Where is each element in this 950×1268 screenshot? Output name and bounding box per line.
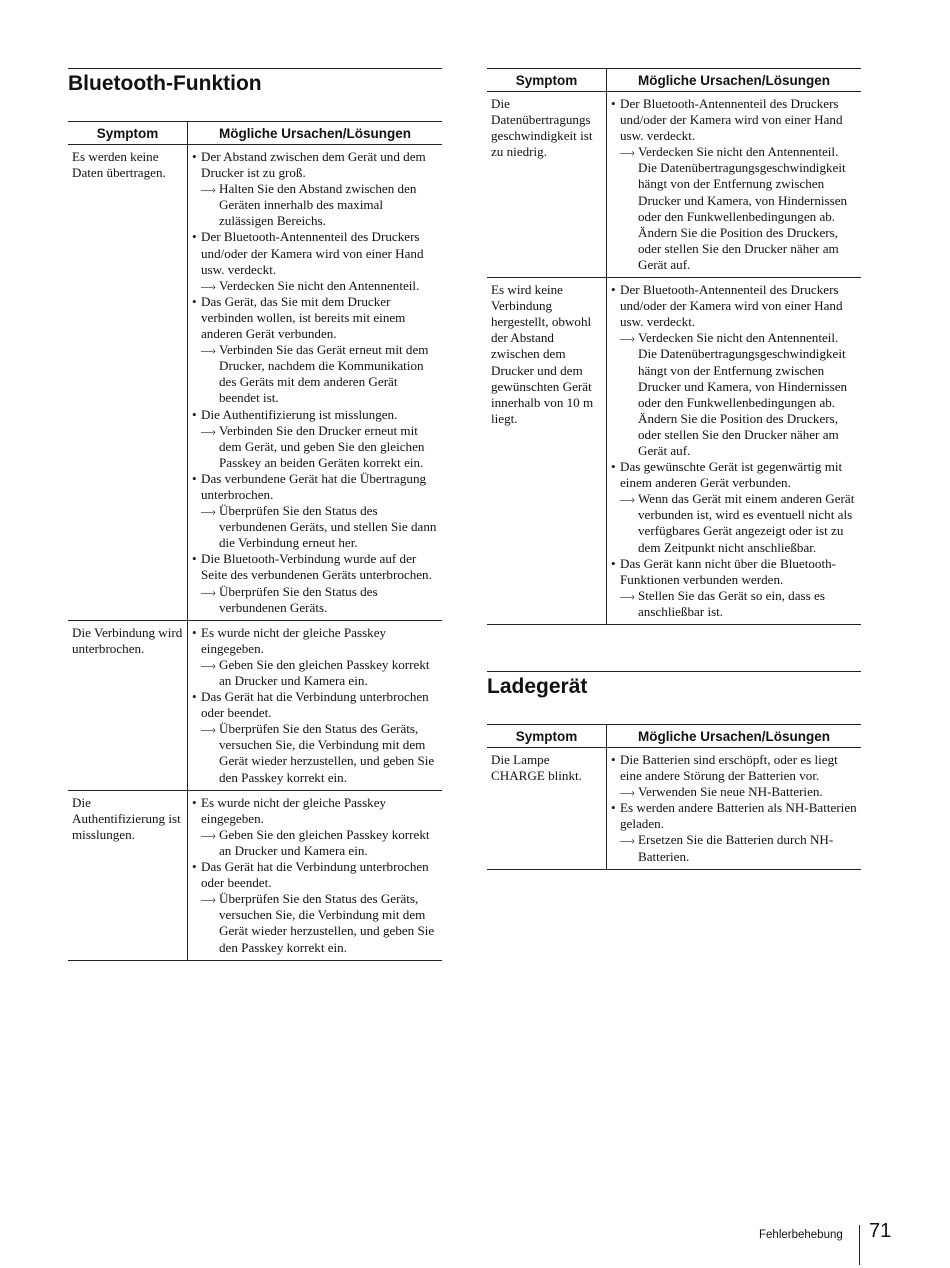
causes-cell — [188, 620, 443, 790]
remedy-text: Stellen Sie das Gerät so ein, dass es anschließbar ist. — [638, 587, 825, 619]
symptom-cell: Die Verbindung wird unterbrochen. — [68, 620, 188, 790]
column-header-symptom: Symptom — [487, 725, 607, 748]
cause-text: Das Gerät, das Sie mit dem Drucker verbinden wollen, ist bereits mit einem anderen Gerät verbunden. — [201, 293, 406, 342]
arrow-right-icon: —› — [201, 657, 215, 672]
remedy-text: Verdecken Sie nicht den Antennenteil. Die Datenübertragungsgeschwindigkeit hängt von der Entfernung zwischen Drucker und Kamera, von Hindernissen oder den Funkwellenbedingungen ab. Ändern Sie die Position des Druckers, oder stellen Sie den Drucker näher am Gerät auf. — [638, 144, 848, 272]
cause-item — [611, 800, 859, 832]
cause-text: Der Bluetooth-Antennenteil des Druckers und/oder der Kamera wird von einer Hand usw. verdeckt. — [620, 96, 843, 144]
cause-item — [192, 689, 440, 721]
section-title-charger: Ladegerät — [487, 671, 861, 700]
arrow-right-icon: —› — [620, 492, 634, 507]
remedy-item — [192, 891, 440, 955]
arrow-right-icon: —› — [201, 504, 215, 519]
arrow-right-icon: —› — [201, 892, 215, 907]
remedy-item — [611, 491, 859, 555]
remedy-item — [611, 588, 859, 620]
column-header-symptom: Symptom — [487, 69, 607, 92]
cause-item — [192, 229, 440, 277]
remedy-text: Wenn das Gerät mit einem anderen Gerät verbunden ist, wird es eventuell nicht als verfügbares Gerät angezeigt oder ist zu dem Zeitpunkt nicht anschließbar. — [638, 491, 855, 555]
table-row — [487, 748, 861, 870]
cause-item — [192, 471, 440, 503]
cause-item — [192, 551, 440, 583]
bullet-icon: • — [611, 96, 616, 111]
remedy-text: Überprüfen Sie den Status des verbundenen Geräts. — [219, 583, 378, 615]
cause-text: Die Bluetooth-Verbindung wurde auf der Seite des verbundenen Geräts unterbrochen. — [201, 551, 432, 583]
cause-item — [611, 459, 859, 491]
symptom-cell: Es werden keine Daten übertragen. — [68, 145, 188, 621]
cause-text: Der Bluetooth-Antennenteil des Druckers und/oder der Kamera wird von einer Hand usw. verdeckt. — [201, 229, 424, 277]
bullet-icon: • — [611, 800, 616, 816]
remedy-text: Ersetzen Sie die Batterien durch NH-Batterien. — [638, 832, 834, 864]
footer-divider — [859, 1225, 860, 1265]
arrow-right-icon: —› — [201, 278, 215, 293]
cause-text: Der Bluetooth-Antennenteil des Druckers und/oder der Kamera wird von einer Hand usw. verdeckt. — [620, 282, 843, 330]
remedy-text: Überprüfen Sie den Status des Geräts, versuchen Sie, die Verbindung mit dem Gerät wieder herzustellen, und geben Sie den Passkey korrekt ein. — [219, 721, 435, 785]
causes-cell — [188, 145, 443, 621]
remedy-item — [611, 784, 859, 800]
cause-item — [611, 752, 859, 784]
bullet-icon: • — [192, 149, 197, 164]
remedy-item — [611, 330, 859, 459]
arrow-right-icon: —› — [201, 423, 215, 438]
table-row — [68, 620, 442, 790]
cause-item — [611, 282, 859, 330]
symptom-cell: Die Datenübertragungs geschwindigkeit ist zu niedrig. — [487, 92, 607, 278]
remedy-text: Halten Sie den Abstand zwischen den Geräten innerhalb des maximal zulässigen Bereichs. — [219, 181, 417, 229]
remedy-item — [611, 832, 859, 864]
left-column — [68, 68, 442, 961]
remedy-text: Überprüfen Sie den Status des verbundenen Geräts, und stellen Sie dann die Verbindung erneut her. — [219, 503, 437, 551]
symptom-cell: Es wird keine Verbindung hergestellt, obwohl der Abstand zwischen dem Drucker und dem gewünschten Gerät innerhalb von 10 m liegt. — [487, 278, 607, 625]
bullet-icon: • — [192, 689, 197, 705]
remedy-text: Verbinden Sie den Drucker erneut mit dem Gerät, und geben Sie den gleichen Passkey an beiden Geräten korrekt ein. — [219, 422, 425, 470]
symptom-cell: Die Lampe CHARGE blinkt. — [487, 748, 607, 870]
cause-text: Das verbundene Gerät hat die Übertragung unterbrochen. — [201, 470, 427, 502]
remedy-text: Verdecken Sie nicht den Antennenteil. Die Datenübertragungsgeschwindigkeit hängt von der Entfernung zwischen Drucker und Kamera, von Hindernissen oder den Funkwellenbedingungen ab. Ändern Sie die Position des Druckers, oder stellen Sie den Drucker näher am Gerät auf. — [638, 330, 848, 458]
table-row — [68, 145, 442, 621]
remedy-text: Geben Sie den gleichen Passkey korrekt an Drucker und Kamera ein. — [219, 656, 430, 688]
remedy-item — [611, 144, 859, 273]
causes-cell — [607, 278, 862, 625]
cause-text: Das gewünschte Gerät ist gegenwärtig mit einem anderen Gerät verbunden. — [620, 459, 843, 491]
section-title-bluetooth: Bluetooth-Funktion — [68, 68, 442, 97]
arrow-right-icon: —› — [201, 343, 215, 358]
cause-text: Das Gerät hat die Verbindung unterbrochen oder beendet. — [201, 689, 429, 721]
remedy-item — [192, 503, 440, 551]
arrow-right-icon: —› — [201, 827, 215, 842]
column-header-causes: Mögliche Ursachen/Lösungen — [607, 69, 862, 92]
causes-cell — [188, 790, 443, 960]
causes-cell — [607, 748, 862, 870]
remedy-item — [192, 181, 440, 229]
bluetooth-troubleshooting-table — [68, 121, 442, 961]
remedy-text: Überprüfen Sie den Status des Geräts, versuchen Sie, die Verbindung mit dem Gerät wieder herzustellen, und geben Sie den Passkey korrekt ein. — [219, 891, 435, 955]
cause-item — [192, 407, 440, 423]
bullet-icon: • — [611, 282, 616, 298]
bullet-icon: • — [192, 470, 197, 486]
table-row — [68, 790, 442, 960]
bullet-icon: • — [192, 229, 197, 245]
bullet-icon: • — [611, 459, 616, 475]
arrow-right-icon: —› — [201, 584, 215, 599]
charger-troubleshooting-table — [487, 724, 861, 870]
remedy-text: Geben Sie den gleichen Passkey korrekt an Drucker und Kamera ein. — [219, 826, 430, 858]
column-header-symptom: Symptom — [68, 122, 188, 145]
cause-text: Es wurde nicht der gleiche Passkey eingegeben. — [201, 794, 387, 826]
bullet-icon: • — [192, 551, 197, 567]
cause-text: Die Authentifizierung ist misslungen. — [201, 406, 398, 422]
cause-text: Es wurde nicht der gleiche Passkey eingegeben. — [201, 624, 387, 656]
cause-item — [611, 556, 859, 588]
cause-item — [192, 294, 440, 342]
column-header-causes: Mögliche Ursachen/Lösungen — [607, 725, 862, 748]
cause-item — [192, 859, 440, 891]
arrow-right-icon: —› — [620, 588, 634, 603]
arrow-right-icon: —› — [620, 145, 634, 160]
remedy-item — [192, 827, 440, 859]
arrow-right-icon: —› — [201, 722, 215, 737]
remedy-item — [192, 278, 440, 294]
arrow-right-icon: —› — [620, 833, 634, 848]
cause-text: Die Batterien sind erschöpft, oder es liegt eine andere Störung der Batterien vor. — [620, 752, 838, 784]
cause-text: Der Abstand zwischen dem Gerät und dem Drucker ist zu groß. — [201, 149, 426, 181]
remedy-item — [192, 584, 440, 616]
bullet-icon: • — [192, 293, 197, 309]
cause-text: Das Gerät kann nicht über die Bluetooth-Funktionen verbunden werden. — [620, 555, 836, 587]
remedy-text: Verwenden Sie neue NH-Batterien. — [638, 784, 823, 800]
remedy-text: Verdecken Sie nicht den Antennenteil. — [219, 277, 420, 293]
table-row — [487, 92, 861, 278]
bullet-icon: • — [192, 859, 197, 875]
footer-section-label: Fehlerbehebung — [759, 1229, 843, 1241]
arrow-right-icon: —› — [620, 785, 634, 800]
remedy-text: Verbinden Sie das Gerät erneut mit dem Drucker, nachdem die Kommunikation des Geräts mit dem anderen Gerät beendet ist. — [219, 342, 429, 406]
right-column — [487, 68, 861, 870]
bullet-icon: • — [192, 624, 197, 640]
cause-item — [192, 149, 440, 181]
column-header-causes: Mögliche Ursachen/Lösungen — [188, 122, 443, 145]
cause-item — [192, 625, 440, 657]
symptom-cell: Die Authentifizierung ist misslungen. — [68, 790, 188, 960]
cause-item — [192, 795, 440, 827]
arrow-right-icon: —› — [620, 331, 634, 346]
remedy-item — [192, 423, 440, 471]
bullet-icon: • — [192, 406, 197, 422]
remedy-item — [192, 657, 440, 689]
bluetooth-troubleshooting-table-continued — [487, 68, 861, 625]
remedy-item — [192, 342, 440, 406]
bullet-icon: • — [611, 752, 616, 767]
bullet-icon: • — [611, 555, 616, 571]
cause-text: Es werden andere Batterien als NH-Batterien geladen. — [620, 800, 857, 832]
bullet-icon: • — [192, 794, 197, 810]
page-number: 71 — [869, 1220, 892, 1242]
causes-cell — [607, 92, 862, 278]
table-row — [487, 278, 861, 625]
cause-item — [611, 96, 859, 144]
cause-text: Das Gerät hat die Verbindung unterbrochen oder beendet. — [201, 859, 429, 891]
arrow-right-icon: —› — [201, 182, 215, 197]
remedy-item — [192, 721, 440, 785]
